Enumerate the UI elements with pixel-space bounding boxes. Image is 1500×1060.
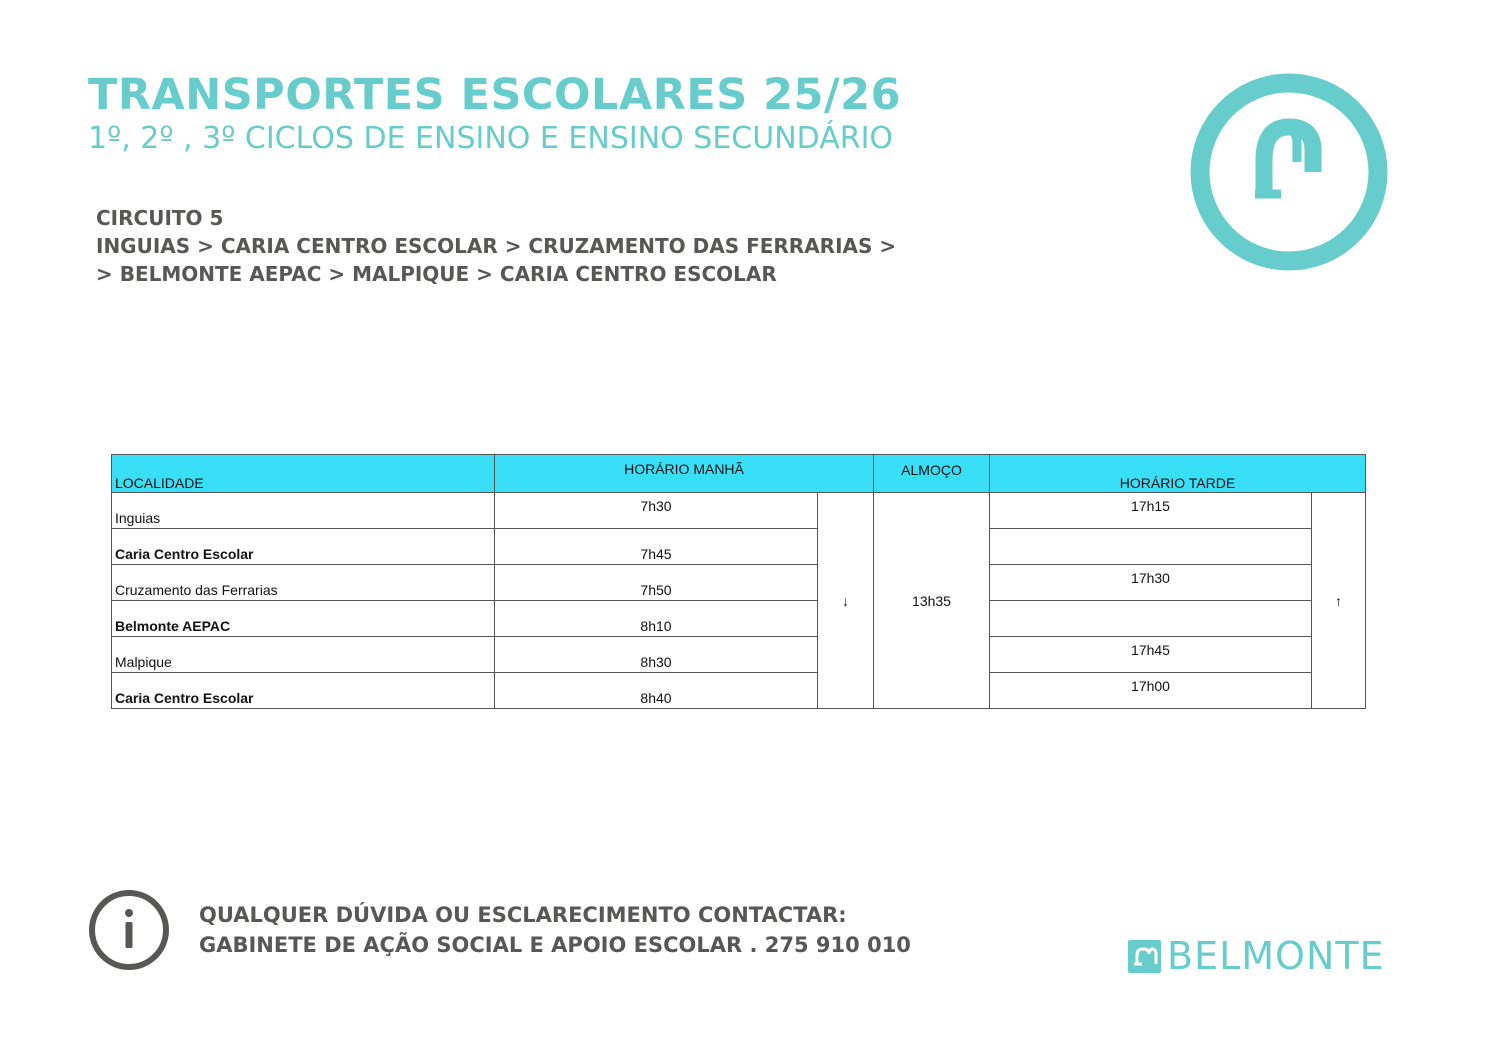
table-header-row bbox=[112, 455, 1366, 493]
cell-manha: 7h45 bbox=[495, 529, 818, 565]
info-icon bbox=[88, 889, 170, 971]
page-subtitle: 1º, 2º , 3º CICLOS DE ENSINO E ENSINO SECUNDÁRIO bbox=[88, 121, 894, 156]
cell-manha: 7h50 bbox=[495, 565, 818, 601]
contact-line2: GABINETE DE AÇÃO SOCIAL E APOIO ESCOLAR . 275 910 010 bbox=[199, 933, 911, 957]
circuit-route-line1: INGUIAS > CARIA CENTRO ESCOLAR > CRUZAMENTO DAS FERRARIAS > bbox=[96, 234, 897, 258]
cell-tarde bbox=[990, 529, 1312, 565]
table-row bbox=[112, 637, 1366, 673]
arrow-up-icon: ↑ bbox=[1312, 493, 1366, 709]
cell-manha: 8h30 bbox=[495, 637, 818, 673]
cell-tarde: 17h15 bbox=[990, 493, 1312, 529]
cell-tarde: 17h45 bbox=[990, 637, 1312, 673]
table-row bbox=[112, 673, 1366, 709]
circuit-info bbox=[96, 204, 896, 288]
circuit-route-line2: > BELMONTE AEPAC > MALPIQUE > CARIA CENTRO ESCOLAR bbox=[96, 262, 777, 286]
arrow-down-icon: ↓ bbox=[818, 493, 874, 709]
cell-tarde bbox=[990, 601, 1312, 637]
cell-localidade: Caria Centro Escolar bbox=[112, 673, 495, 709]
cell-localidade: Caria Centro Escolar bbox=[112, 529, 495, 565]
brand-mark-icon bbox=[1128, 940, 1161, 973]
brand-logo bbox=[1128, 934, 1385, 978]
cell-localidade: Belmonte AEPAC bbox=[112, 601, 495, 637]
circuit-name: CIRCUITO 5 bbox=[96, 206, 224, 230]
table-row bbox=[112, 493, 1366, 529]
header-almoco: ALMOÇO bbox=[874, 455, 990, 493]
page-title: TRANSPORTES ESCOLARES 25/26 bbox=[88, 70, 902, 120]
cell-localidade: Cruzamento das Ferrarias bbox=[112, 565, 495, 601]
table-row bbox=[112, 565, 1366, 601]
contact-line1: QUALQUER DÚVIDA OU ESCLARECIMENTO CONTACTAR: bbox=[199, 903, 847, 927]
schedule-table bbox=[111, 454, 1366, 709]
table-row bbox=[112, 529, 1366, 565]
cell-manha: 8h40 bbox=[495, 673, 818, 709]
cell-tarde: 17h00 bbox=[990, 673, 1312, 709]
cell-tarde: 17h30 bbox=[990, 565, 1312, 601]
brand-name: BELMONTE bbox=[1167, 934, 1385, 978]
header-horario-manha: HORÁRIO MANHÃ bbox=[495, 455, 874, 493]
table-row bbox=[112, 601, 1366, 637]
belmonte-logo-icon bbox=[1189, 72, 1389, 272]
contact-info bbox=[199, 900, 911, 960]
header-localidade: LOCALIDADE bbox=[112, 455, 495, 493]
cell-manha: 7h30 bbox=[495, 493, 818, 529]
header-horario-tarde: HORÁRIO TARDE bbox=[990, 455, 1366, 493]
cell-localidade: Malpique bbox=[112, 637, 495, 673]
cell-localidade: Inguias bbox=[112, 493, 495, 529]
cell-manha: 8h10 bbox=[495, 601, 818, 637]
cell-almoco: 13h35 bbox=[874, 493, 990, 709]
